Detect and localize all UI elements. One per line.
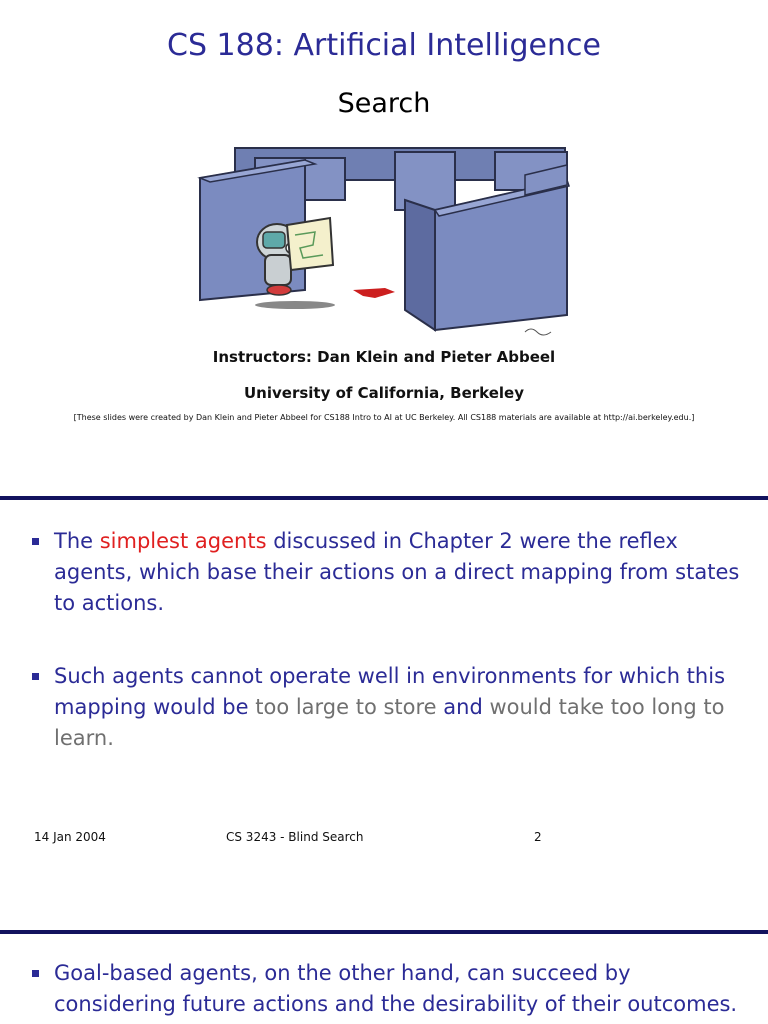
bullet-simplest-agents (32, 526, 747, 619)
slide-divider (0, 496, 768, 500)
bullet-square-icon (32, 970, 39, 977)
footer-page-number: 2 (534, 830, 542, 844)
university-line: University of California, Berkeley (244, 384, 524, 402)
bullet-square-icon (32, 538, 39, 545)
robot-maze-illustration (195, 140, 570, 340)
bullet-mapping-limits (32, 661, 747, 754)
bullet-text: Such agents cannot operate well in environments for which this mapping would be too large to store and would take too long to learn. (54, 664, 726, 750)
slide-divider (0, 930, 768, 934)
muted-text: too large to store (255, 695, 437, 719)
footer-date: 14 Jan 2004 (34, 830, 106, 844)
highlight-text: simplest agents (99, 529, 267, 553)
bullet-goal-based-agents (32, 958, 747, 1020)
muted-text: would take too long to learn. (54, 695, 725, 750)
slide-subtitle: Search (337, 88, 431, 119)
bullet-square-icon (32, 673, 39, 680)
instructors-line: Instructors: Dan Klein and Pieter Abbeel (212, 348, 556, 366)
slide-title: CS 188: Artificial Intelligence (167, 28, 601, 63)
title-slide (0, 0, 768, 498)
bullet-text: Goal-based agents, on the other hand, can succeed by considering future actions and the desirability of their outcomes. (54, 961, 738, 1016)
footer-course: CS 3243 - Blind Search (226, 830, 364, 844)
bullet-text: The simplest agents discussed in Chapter 2 were the reflex agents, which base their actions on a direct mapping from states to actions. (54, 529, 740, 615)
credits-note: [These slides were created by Dan Klein and Pieter Abbeel for CS188 Intro to AI at UC Berkeley. All CS188 materials are available at http://ai.berkeley.edu.] (73, 413, 695, 422)
